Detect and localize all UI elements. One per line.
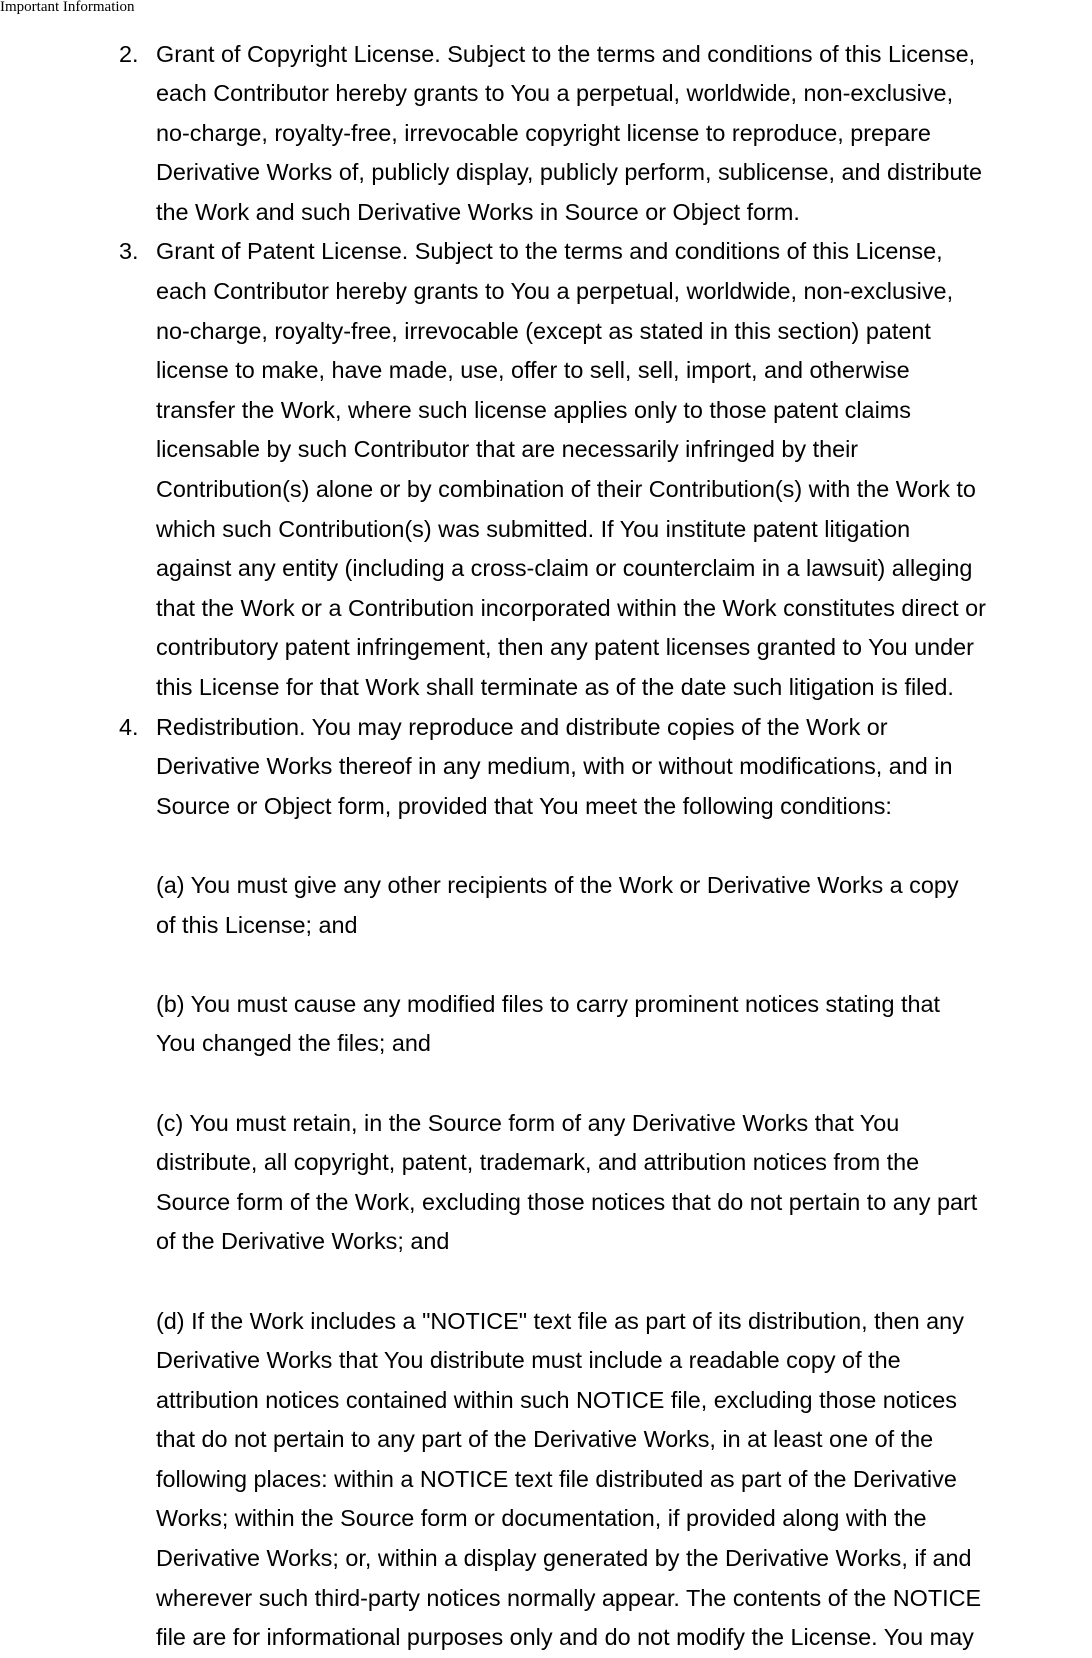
clause-text-line: (d) If the Work includes a "NOTICE" text file as part of its distribution, then any xyxy=(156,1307,964,1334)
license-clause xyxy=(0,708,1092,1658)
paragraph-gap xyxy=(156,945,1092,985)
clause-text-line: Derivative Works; or, within a display generated by the Derivative Works, if and xyxy=(156,1545,972,1572)
paragraph-gap xyxy=(156,1262,1092,1302)
clause-text-line: (a) You must give any other recipients of the Work or Derivative Works a copy xyxy=(156,871,959,898)
clause-text-line: following places: within a NOTICE text file distributed as part of the Derivative xyxy=(156,1465,957,1492)
clause-text-line: licensable by such Contributor that are necessarily infringed by their xyxy=(156,436,859,463)
clause-number: 2. xyxy=(119,40,139,67)
paragraph-gap xyxy=(156,826,1092,866)
clause-text-line: Redistribution. You may reproduce and distribute copies of the Work or xyxy=(156,713,888,740)
clause-text-line: transfer the Work, where such license applies only to those patent claims xyxy=(156,396,911,423)
clause-text-line: contributory patent infringement, then any patent licenses granted to You under xyxy=(156,634,974,661)
clause-text-line: that do not pertain to any part of the Derivative Works, in at least one of the xyxy=(156,1426,934,1453)
clause-text-line: no-charge, royalty-free, irrevocable copyright license to reproduce, prepare xyxy=(156,119,931,146)
clause-text-line: of this License; and xyxy=(156,911,358,938)
license-clause xyxy=(0,35,1092,233)
clause-text-line: Source form of the Work, excluding those notices that do not pertain to any part xyxy=(156,1188,978,1215)
license-clause xyxy=(0,232,1092,707)
clause-text-line: each Contributor hereby grants to You a perpetual, worldwide, non-exclusive, xyxy=(156,80,954,107)
clause-text-line: of the Derivative Works; and xyxy=(156,1228,450,1255)
clause-number: 4. xyxy=(119,713,139,740)
clause-text-line: (c) You must retain, in the Source form of any Derivative Works that You xyxy=(156,1109,900,1136)
clause-text-line: this License for that Work shall terminate as of the date such litigation is filed. xyxy=(156,674,954,700)
clause-number: 3. xyxy=(119,238,139,265)
clause-text-line: the Work and such Derivative Works in Source or Object form. xyxy=(156,198,800,225)
clause-text-line: license to make, have made, use, offer to sell, sell, import, and otherwise xyxy=(156,357,910,384)
clause-text-line: each Contributor hereby grants to You a perpetual, worldwide, non-exclusive, xyxy=(156,278,954,305)
clause-text-line: Grant of Patent License. Subject to the terms and conditions of this License, xyxy=(156,238,943,265)
clause-text-line: no-charge, royalty-free, irrevocable (except as stated in this section) patent xyxy=(156,317,931,344)
paragraph-gap xyxy=(156,1064,1092,1104)
clause-text-line: which such Contribution(s) was submitted. If You institute patent litigation xyxy=(156,515,911,542)
clause-text-line: attribution notices contained within such NOTICE file, excluding those notices xyxy=(156,1386,957,1413)
clause-text-line: Contribution(s) alone or by combination of their Contribution(s) with the Work to xyxy=(156,476,976,503)
clause-text-line: Derivative Works that You distribute must include a readable copy of the xyxy=(156,1347,901,1374)
license-clause-list xyxy=(0,35,1092,1658)
clause-text-line: (b) You must cause any modified files to carry prominent notices stating that xyxy=(156,990,940,1017)
clause-text-line: Grant of Copyright License. Subject to the terms and conditions of this License, xyxy=(156,40,976,67)
clause-text-line: against any entity (including a cross-claim or counterclaim in a lawsuit) alleging xyxy=(156,555,973,582)
clause-text-line: that the Work or a Contribution incorporated within the Work constitutes direct or xyxy=(156,594,986,621)
clause-text-line: Source or Object form, provided that You meet the following conditions: xyxy=(156,792,892,819)
page-header: Important Information xyxy=(0,0,135,15)
clause-text-line: distribute, all copyright, patent, trademark, and attribution notices from the xyxy=(156,1149,920,1176)
clause-text-line: Derivative Works of, publicly display, publicly perform, sublicense, and distribute xyxy=(156,159,982,186)
clause-text-line: Works; within the Source form or documentation, if provided along with the xyxy=(156,1505,927,1532)
clause-text-line: wherever such third-party notices normally appear. The contents of the NOTICE xyxy=(156,1584,982,1611)
clause-text-line: You changed the files; and xyxy=(156,1030,431,1057)
clause-text-line: file are for informational purposes only and do not modify the License. You may xyxy=(156,1624,974,1651)
clause-text-line: Derivative Works thereof in any medium, with or without modifications, and in xyxy=(156,753,953,780)
